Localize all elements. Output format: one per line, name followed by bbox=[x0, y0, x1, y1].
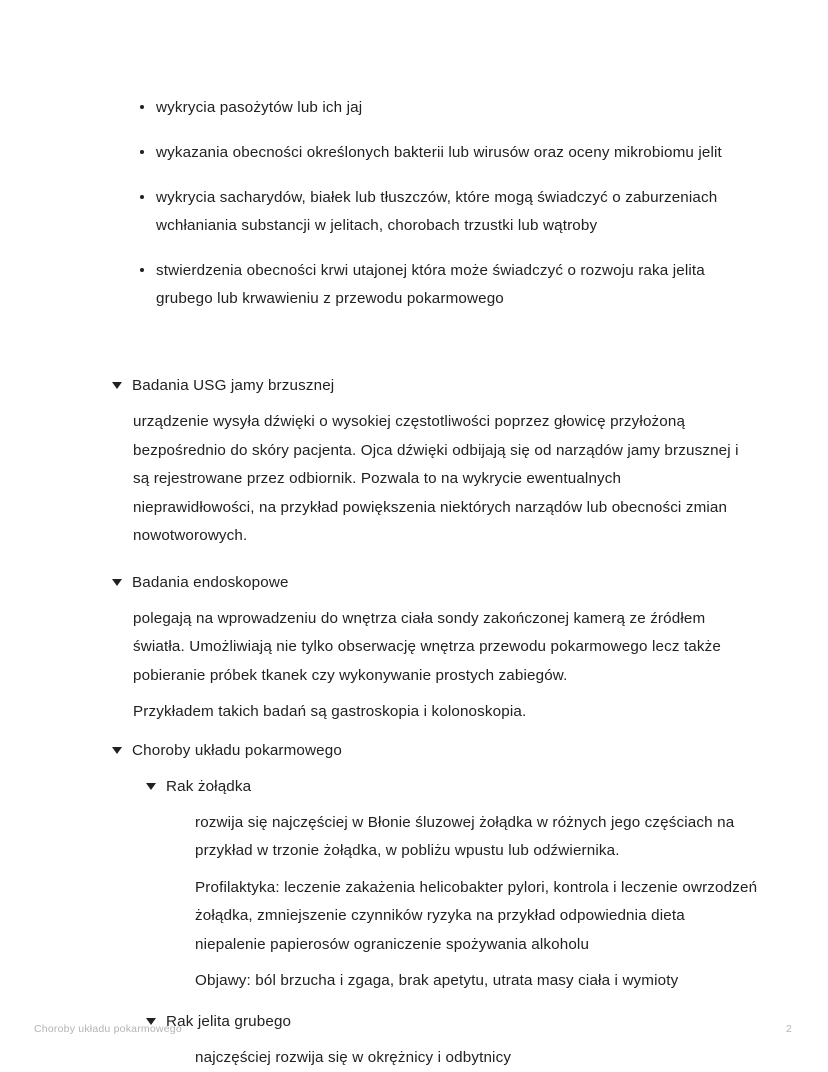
footer-document-title: Choroby układu pokarmowego bbox=[34, 1023, 182, 1035]
spacer bbox=[104, 727, 758, 737]
intro-bullet-list bbox=[104, 94, 758, 313]
rak-jelita-body: najczęściej rozwija się w okrężnicy i odbytnicy bbox=[195, 1044, 758, 1072]
bullet-dot-icon bbox=[140, 195, 144, 199]
bullet-dot-icon bbox=[140, 150, 144, 154]
section-choroby bbox=[110, 737, 758, 1072]
section-endoskopia-title: Badania endoskopowe bbox=[132, 574, 289, 591]
chevron-down-icon[interactable] bbox=[112, 579, 122, 586]
rak-zoladka-body: rozwija się najczęściej w Błonie śluzowej żołądka w różnych jego częściach na przykład w trzonie żołądka, w pobliżu wpustu lub odźwiernika. bbox=[195, 809, 758, 866]
list-item bbox=[104, 94, 758, 122]
chevron-down-icon[interactable] bbox=[112, 747, 122, 754]
list-item-text: wykrycia sacharydów, białek lub tłuszczów, które mogą świadczyć o zaburzeniach wchłaniania substancji w jelitach, chorobach trzustki lub wątroby bbox=[156, 189, 717, 234]
section-endoskopia bbox=[110, 569, 758, 727]
footer-page-number: 2 bbox=[786, 1023, 792, 1035]
list-item-text: wykazania obecności określonych bakterii lub wirusów oraz oceny mikrobiomu jelit bbox=[156, 144, 722, 161]
subsection-rak-zoladka-header[interactable] bbox=[144, 773, 758, 801]
rak-zoladka-profilaktyka: Profilaktyka: leczenie zakażenia helicobakter pylori, kontrola i leczenie owrzodzeń żołądka, zmniejszenie czynników ryzyka na przykład odpowiednia dieta niepalenie papierosów ograniczenie spożywania alkoholu bbox=[195, 874, 758, 960]
bullet-dot-icon bbox=[140, 105, 144, 109]
subsection-rak-zoladka bbox=[144, 773, 758, 996]
chevron-down-icon[interactable] bbox=[112, 382, 122, 389]
section-choroby-header[interactable] bbox=[110, 737, 758, 765]
subsection-rak-jelita bbox=[144, 1008, 758, 1072]
section-usg bbox=[110, 372, 758, 551]
subsection-rak-zoladka-title: Rak żołądka bbox=[166, 778, 251, 795]
section-choroby-title: Choroby układu pokarmowego bbox=[132, 742, 342, 759]
list-item bbox=[104, 257, 758, 313]
list-item bbox=[104, 139, 758, 167]
section-endoskopia-body: polegają na wprowadzeniu do wnętrza ciała sondy zakończonej kamerą ze źródłem światła. Umożliwiają nie tylko obserwację wnętrza przewodu pokarmowego lecz także pobieranie próbek tkanek czy wykonywanie prostych zabiegów. bbox=[133, 605, 741, 691]
rak-zoladka-objawy: Objawy: ból brzucha i zgaga, brak apetytu, utrata masy ciała i wymioty bbox=[195, 967, 758, 996]
spacer bbox=[104, 330, 758, 372]
section-usg-header[interactable] bbox=[110, 372, 758, 400]
bullet-dot-icon bbox=[140, 268, 144, 272]
page-footer bbox=[0, 1023, 828, 1035]
list-item bbox=[104, 184, 758, 240]
spacer bbox=[104, 551, 758, 569]
list-item-text: stwierdzenia obecności krwi utajonej która może świadczyć o rozwoju raka jelita grubego lub krwawieniu z przewodu pokarmowego bbox=[156, 262, 705, 307]
section-endoskopia-body-2: Przykładem takich badań są gastroskopia i kolonoskopia. bbox=[133, 698, 741, 727]
section-usg-body: urządzenie wysyła dźwięki o wysokiej częstotliwości poprzez głowicę przyłożoną bezpośrednio do skóry pacjenta. Ojca dźwięki odbijają się od narządów jamy brzusznej i są rejestrowane przez odbiornik. Pozwala to na wykrycie ewentualnych nieprawidłowości, na przykład powiększenia niektórych narządów lub obecności zmian nowotworowych. bbox=[133, 408, 741, 551]
list-item-text: wykrycia pasożytów lub ich jaj bbox=[156, 99, 362, 116]
section-endoskopia-header[interactable] bbox=[110, 569, 758, 597]
section-usg-title: Badania USG jamy brzusznej bbox=[132, 377, 334, 394]
subsection-rak-jelita-title: Rak jelita grubego bbox=[166, 1013, 291, 1030]
chevron-down-icon[interactable] bbox=[146, 783, 156, 790]
